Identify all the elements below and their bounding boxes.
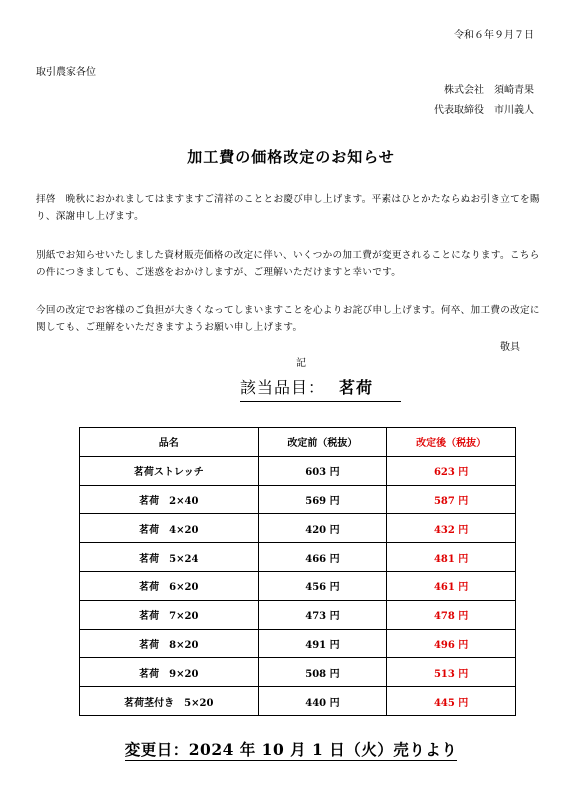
price-after: 496 円 [387,629,516,658]
price-before: 473 円 [258,600,387,629]
target-item-value: 茗荷 [339,378,374,397]
table-header-row [80,428,516,457]
product-name: 茗荷 4×20 [80,514,259,543]
product-name: 茗荷ストレッチ [80,456,259,485]
price-before: 603 円 [258,456,387,485]
header-price-before: 改定前（税抜） [258,428,387,457]
price-after: 623 円 [387,456,516,485]
table-row [80,456,516,485]
table-row [80,687,516,716]
price-after: 445 円 [387,687,516,716]
product-name: 茗荷 8×20 [80,629,259,658]
price-before: 456 円 [258,571,387,600]
change-date-line [0,738,582,760]
header-product-name: 品名 [80,428,259,457]
price-before: 466 円 [258,543,387,572]
table-row [80,571,516,600]
product-name: 茗荷 7×20 [80,600,259,629]
change-date-text: 変更日：2024 年 10 月 1 日（火）売りより [124,740,458,759]
table-row [80,514,516,543]
representative: 代表取締役 市川義人 [434,105,534,116]
price-after: 461 円 [387,571,516,600]
product-name: 茗荷茎付き 5×20 [80,687,259,716]
price-before: 569 円 [258,485,387,514]
product-name: 茗荷 6×20 [80,571,259,600]
table-row [80,600,516,629]
price-before: 420 円 [258,514,387,543]
table-row [80,629,516,658]
price-before: 508 円 [258,658,387,687]
price-after: 587 円 [387,485,516,514]
target-item-heading [240,375,401,402]
product-name: 茗荷 5×24 [80,543,259,572]
ki-mark: 記 [296,358,306,369]
price-table [79,427,516,716]
price-after: 481 円 [387,543,516,572]
price-before: 440 円 [258,687,387,716]
header-price-after: 改定後（税抜） [387,428,516,457]
product-name: 茗荷 2×40 [80,485,259,514]
table-row [80,658,516,687]
price-after: 478 円 [387,600,516,629]
greeting-paragraph: 拝啓 晩秋におかれましてはますますご清祥のこととお慶び申し上げます。平素はひとかたならぬお引き立てを賜り、深謝申し上げます。 [36,194,540,222]
price-after: 513 円 [387,658,516,687]
company-name: 株式会社 須崎青果 [444,85,534,96]
price-before: 491 円 [258,629,387,658]
price-after: 432 円 [387,514,516,543]
document-title: 加工費の価格改定のお知らせ [187,148,395,166]
target-item-label: 該当品目： [240,378,326,397]
apology-paragraph: 今回の改定でお客様のご負担が大きくなってしまいますことを心よりお詫び申し上げます。何卒、加工費の改定に関しても、ご理解をいただきますようお願い申し上げます。 [36,305,540,333]
notice-paragraph: 別紙でお知らせいたしました資材販売価格の改定に伴い、いくつかの加工費が変更されることになります。こちらの件につきましても、ご迷惑をおかけしますが、ご理解いただけますと幸いです。 [36,250,540,278]
table-row [80,543,516,572]
product-name: 茗荷 9×20 [80,658,259,687]
closing-word: 敬具 [500,342,520,353]
table-row [80,485,516,514]
document-date: 令和６年９月７日 [454,30,534,41]
addressee: 取引農家各位 [36,67,96,78]
